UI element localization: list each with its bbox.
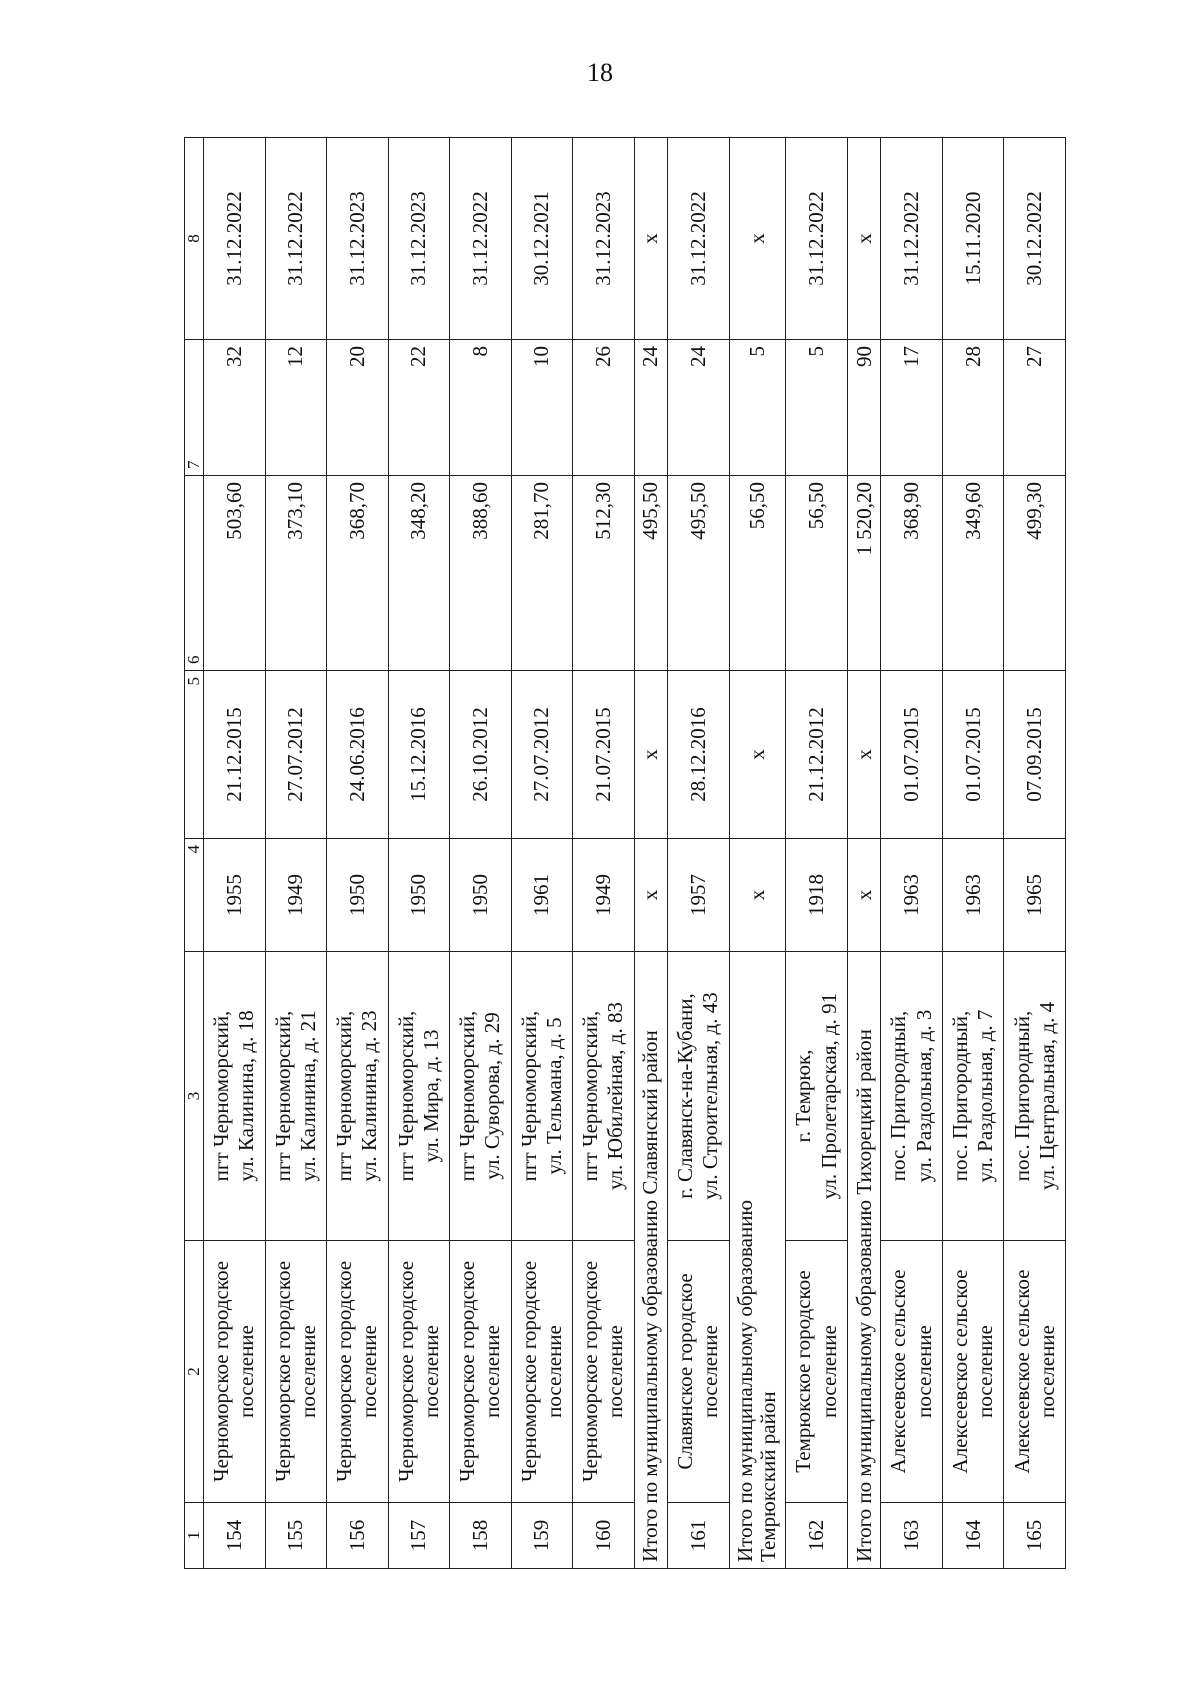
settlement-cell xyxy=(388,1241,450,1503)
year-cell: 1950 xyxy=(450,839,512,952)
deadline-cell: 30.12.2022 xyxy=(1004,138,1066,340)
total-row xyxy=(847,138,881,1569)
table-row xyxy=(573,138,635,1569)
row-number: 155 xyxy=(265,1503,327,1569)
year-cell: 1950 xyxy=(327,839,389,952)
area-cell: 373,10 xyxy=(265,476,327,671)
deadline-cell: x xyxy=(729,138,786,340)
address-cell xyxy=(942,952,1004,1241)
settlement-cell xyxy=(511,1241,573,1503)
row-number: 162 xyxy=(786,1503,848,1569)
housing-table xyxy=(184,137,1066,1569)
year-cell: 1963 xyxy=(881,839,943,952)
area-cell: 499,30 xyxy=(1004,476,1066,671)
count-cell: 27 xyxy=(1004,340,1066,476)
total-row xyxy=(729,138,786,1569)
total-label: Итого по муниципальному образованию Тихорецкий район xyxy=(847,952,881,1569)
page-number: 18 xyxy=(587,58,613,87)
cell-line: Темрюкский район xyxy=(756,1391,781,1562)
cell-line: Черноморское городское xyxy=(332,1260,357,1483)
address-cell xyxy=(511,952,573,1241)
table-row xyxy=(881,138,943,1569)
header-col-3: 3 xyxy=(185,952,204,1241)
cell-line: пос. Пригородный, xyxy=(947,1010,972,1182)
count-cell: 20 xyxy=(327,340,389,476)
address-cell xyxy=(573,952,635,1241)
row-number: 158 xyxy=(450,1503,512,1569)
cell-line: пос. Пригородный, xyxy=(1009,1010,1034,1182)
settlement-cell xyxy=(327,1241,389,1503)
date-cell: x xyxy=(847,671,881,839)
cell-line: ул. Центральная, д. 4 xyxy=(1034,1001,1059,1191)
table-row xyxy=(204,138,266,1569)
count-cell: 8 xyxy=(450,340,512,476)
row-number: 163 xyxy=(881,1503,943,1569)
deadline-cell: 31.12.2023 xyxy=(388,138,450,340)
deadline-cell: x xyxy=(634,138,668,340)
address-cell xyxy=(204,952,266,1241)
cell-line: поселение xyxy=(480,1325,505,1418)
year-cell: 1963 xyxy=(942,839,1004,952)
year-cell: 1955 xyxy=(204,839,266,952)
cell-line: поселение xyxy=(973,1325,998,1418)
deadline-cell: 31.12.2022 xyxy=(881,138,943,340)
cell-line: г. Темрюк, xyxy=(791,1049,816,1143)
settlement-cell xyxy=(265,1241,327,1503)
area-cell: 349,60 xyxy=(942,476,1004,671)
year-cell: 1949 xyxy=(265,839,327,952)
cell-line: г. Славянск-на-Кубани, xyxy=(673,993,698,1199)
count-cell: 32 xyxy=(204,340,266,476)
header-col-6: 6 xyxy=(185,476,204,671)
cell-line: пгт Черноморский, xyxy=(393,1010,418,1182)
settlement-cell xyxy=(942,1241,1004,1503)
cell-line: поселение xyxy=(603,1325,628,1418)
date-cell: 21.07.2015 xyxy=(573,671,635,839)
area-cell: 281,70 xyxy=(511,476,573,671)
cell-line: Черноморское городское xyxy=(393,1260,418,1483)
date-cell: 01.07.2015 xyxy=(942,671,1004,839)
count-cell: 17 xyxy=(881,340,943,476)
row-number: 156 xyxy=(327,1503,389,1569)
count-cell: 24 xyxy=(668,340,730,476)
area-cell: 348,20 xyxy=(388,476,450,671)
year-cell: 1961 xyxy=(511,839,573,952)
cell-line: пгт Черноморский, xyxy=(270,1010,295,1182)
year-cell: 1949 xyxy=(573,839,635,952)
area-cell: 495,50 xyxy=(668,476,730,671)
deadline-cell: 31.12.2023 xyxy=(573,138,635,340)
cell-line: поселение xyxy=(357,1325,382,1418)
cell-line: поселение xyxy=(418,1325,443,1418)
cell-line: ул. Раздольная, д. 3 xyxy=(911,1009,936,1183)
settlement-cell xyxy=(881,1241,943,1503)
settlement-cell xyxy=(668,1241,730,1503)
row-number: 154 xyxy=(204,1503,266,1569)
address-cell xyxy=(1004,952,1066,1241)
count-cell: 90 xyxy=(847,340,881,476)
cell-line: Славянское городское xyxy=(673,1273,698,1470)
row-number: 159 xyxy=(511,1503,573,1569)
cell-line: поселение xyxy=(541,1325,566,1418)
cell-line: поселение xyxy=(698,1325,723,1418)
address-cell xyxy=(265,952,327,1241)
total-label xyxy=(729,952,786,1569)
settlement-cell xyxy=(573,1241,635,1503)
header-col-8: 8 xyxy=(185,138,204,340)
count-cell: 26 xyxy=(573,340,635,476)
cell-line: поселение xyxy=(816,1325,841,1418)
cell-line: ул. Мира, д. 13 xyxy=(418,1029,443,1163)
date-cell: 07.09.2015 xyxy=(1004,671,1066,839)
date-cell: 21.12.2015 xyxy=(204,671,266,839)
settlement-cell xyxy=(786,1241,848,1503)
year-cell: 1918 xyxy=(786,839,848,952)
cell-line: Черноморское городское xyxy=(516,1260,541,1483)
table-row xyxy=(668,138,730,1569)
total-label: Итого по муниципальному образованию Славянский район xyxy=(634,952,668,1569)
cell-line: Алексеевское сельское xyxy=(886,1269,911,1474)
deadline-cell: 31.12.2022 xyxy=(786,138,848,340)
cell-line: поселение xyxy=(295,1325,320,1418)
row-number: 157 xyxy=(388,1503,450,1569)
deadline-cell: 31.12.2022 xyxy=(204,138,266,340)
count-cell: 12 xyxy=(265,340,327,476)
cell-line: поселение xyxy=(1034,1325,1059,1418)
settlement-cell xyxy=(450,1241,512,1503)
cell-line: пгт Черноморский, xyxy=(209,1010,234,1182)
table-row xyxy=(511,138,573,1569)
deadline-cell: 31.12.2022 xyxy=(450,138,512,340)
count-cell: 5 xyxy=(786,340,848,476)
header-col-7: 7 xyxy=(185,340,204,476)
deadline-cell: x xyxy=(847,138,881,340)
deadline-cell: 31.12.2023 xyxy=(327,138,389,340)
cell-line: пгт Черноморский, xyxy=(516,1010,541,1182)
cell-line: пгт Черноморский, xyxy=(332,1010,357,1182)
area-cell: 495,50 xyxy=(634,476,668,671)
date-cell: 27.07.2012 xyxy=(511,671,573,839)
count-cell: 10 xyxy=(511,340,573,476)
count-cell: 5 xyxy=(729,340,786,476)
cell-line: Итого по муниципальному образованию xyxy=(733,1199,758,1562)
cell-line: Темрюкское городское xyxy=(791,1270,816,1473)
total-row xyxy=(634,138,668,1569)
address-cell xyxy=(668,952,730,1241)
cell-line: ул. Строительная, д. 43 xyxy=(698,992,723,1200)
cell-line: Черноморское городское xyxy=(270,1260,295,1483)
area-cell: 1 520,20 xyxy=(847,476,881,671)
address-cell xyxy=(881,952,943,1241)
year-cell: 1957 xyxy=(668,839,730,952)
year-cell: 1950 xyxy=(388,839,450,952)
year-cell: x xyxy=(847,839,881,952)
cell-line: ул. Раздольная, д. 7 xyxy=(973,1009,998,1183)
deadline-cell: 15.11.2020 xyxy=(942,138,1004,340)
deadline-cell: 31.12.2022 xyxy=(265,138,327,340)
date-cell: 26.10.2012 xyxy=(450,671,512,839)
settlement-cell xyxy=(204,1241,266,1503)
deadline-cell: 31.12.2022 xyxy=(668,138,730,340)
cell-line: Алексеевское сельское xyxy=(947,1269,972,1474)
date-cell: 28.12.2016 xyxy=(668,671,730,839)
cell-line: ул. Юбилейная, д. 83 xyxy=(603,1002,628,1191)
address-cell xyxy=(450,952,512,1241)
year-cell: 1965 xyxy=(1004,839,1066,952)
area-cell: 388,60 xyxy=(450,476,512,671)
table-row xyxy=(786,138,848,1569)
area-cell: 56,50 xyxy=(729,476,786,671)
cell-line: пгт Черноморский, xyxy=(578,1010,603,1182)
row-number: 165 xyxy=(1004,1503,1066,1569)
cell-line: ул. Калинина, д. 18 xyxy=(234,1010,259,1182)
table-row xyxy=(327,138,389,1569)
cell-line: поселение xyxy=(234,1325,259,1418)
cell-line: ул. Тельмана, д. 5 xyxy=(541,1017,566,1175)
table-row xyxy=(450,138,512,1569)
date-cell: 24.06.2016 xyxy=(327,671,389,839)
deadline-cell: 30.12.2021 xyxy=(511,138,573,340)
address-cell xyxy=(388,952,450,1241)
rotated-table-container xyxy=(184,138,1066,1569)
date-cell: 01.07.2015 xyxy=(881,671,943,839)
table-row xyxy=(1004,138,1066,1569)
count-cell: 22 xyxy=(388,340,450,476)
row-number: 161 xyxy=(668,1503,730,1569)
date-cell: 27.07.2012 xyxy=(265,671,327,839)
date-cell: 15.12.2016 xyxy=(388,671,450,839)
row-number: 164 xyxy=(942,1503,1004,1569)
table-row xyxy=(388,138,450,1569)
cell-line: Черноморское городское xyxy=(209,1260,234,1483)
count-cell: 28 xyxy=(942,340,1004,476)
date-cell: 21.12.2012 xyxy=(786,671,848,839)
cell-line: ул. Калинина, д. 23 xyxy=(357,1010,382,1182)
cell-line: ул. Пролетарская, д. 91 xyxy=(816,992,841,1200)
cell-line: ул. Суворова, д. 29 xyxy=(480,1012,505,1180)
year-cell: x xyxy=(729,839,786,952)
cell-line: поселение xyxy=(911,1325,936,1418)
header-col-4: 4 xyxy=(185,839,204,952)
header-row xyxy=(185,138,204,1569)
header-col-5: 5 xyxy=(185,671,204,839)
header-col-1: 1 xyxy=(185,1503,204,1569)
address-cell xyxy=(786,952,848,1241)
address-cell xyxy=(327,952,389,1241)
area-cell: 503,60 xyxy=(204,476,266,671)
cell-line: пгт Черноморский, xyxy=(455,1010,480,1182)
date-cell: x xyxy=(729,671,786,839)
year-cell: x xyxy=(634,839,668,952)
cell-line: Алексеевское сельское xyxy=(1009,1269,1034,1474)
area-cell: 56,50 xyxy=(786,476,848,671)
date-cell: x xyxy=(634,671,668,839)
table-row xyxy=(942,138,1004,1569)
area-cell: 368,70 xyxy=(327,476,389,671)
table-body xyxy=(204,138,1066,1569)
area-cell: 512,30 xyxy=(573,476,635,671)
cell-line: пос. Пригородный, xyxy=(886,1010,911,1182)
table-row xyxy=(265,138,327,1569)
header-col-2: 2 xyxy=(185,1241,204,1503)
row-number: 160 xyxy=(573,1503,635,1569)
count-cell: 24 xyxy=(634,340,668,476)
cell-line: ул. Калинина, д. 21 xyxy=(295,1010,320,1182)
cell-line: Черноморское городское xyxy=(455,1260,480,1483)
cell-line: Черноморское городское xyxy=(578,1260,603,1483)
area-cell: 368,90 xyxy=(881,476,943,671)
settlement-cell xyxy=(1004,1241,1066,1503)
